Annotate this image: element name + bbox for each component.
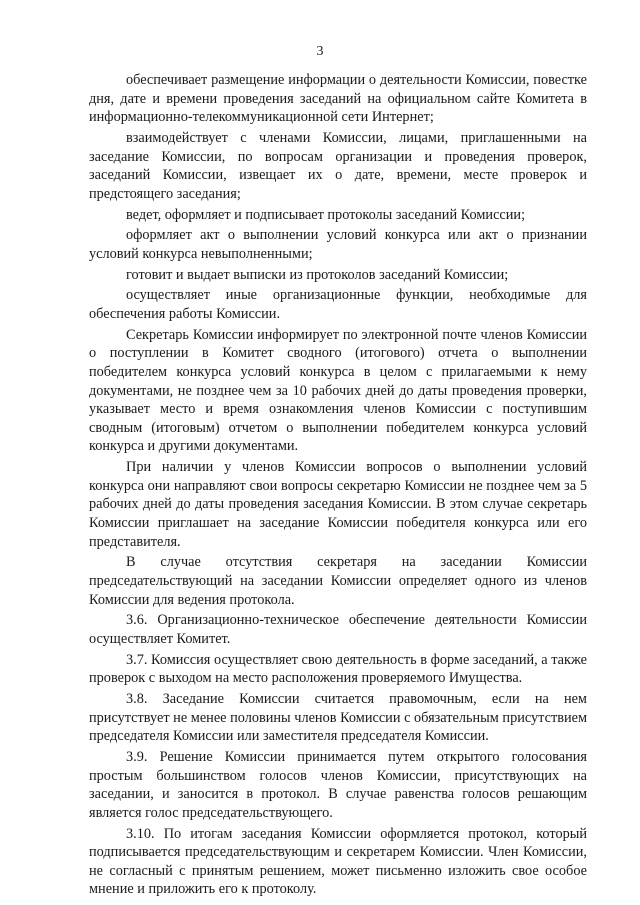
page-number: 3 xyxy=(316,44,324,59)
document-body xyxy=(89,71,587,901)
paragraph-11: 3.7. Комиссия осуществляет свою деятельность в форме заседаний, а также проверок с выходом на место расположения проверяемого Имущества. xyxy=(89,651,587,687)
paragraph-9: В случае отсутствия секретаря на заседании Комиссии председательствующий на заседании Комиссии определяет одного из членов Комиссии для ведения протокола. xyxy=(89,554,587,608)
paragraph-5: готовит и выдает выписки из протоколов заседаний Комиссии; xyxy=(126,266,509,283)
paragraph-3: ведет, оформляет и подписывает протоколы заседаний Комиссии; xyxy=(126,206,526,223)
paragraph-10: 3.6. Организационно-техническое обеспечение деятельности Комиссии осуществляет Комитет. xyxy=(89,612,587,647)
paragraph-13: 3.9. Решение Комиссии принимается путем открытого голосования простым большинством голосов членов Комиссии, присутствующих на заседании, и заносится в протокол. В случае равенства голосов решающим является голос председательствующего. xyxy=(89,749,587,821)
paragraph-2: взаимодействует с членами Комиссии, лицами, приглашенными на заседание Комиссии, по вопросам организации и проведения проверок, заседаний Комиссии, извещает их о дате, времени, месте проверок и предстоящего заседания; xyxy=(89,129,587,202)
paragraph-7: Секретарь Комиссии информирует по электронной почте членов Комиссии о поступлении в Комитет сводного (итогового) отчета о выполнении победителем конкурса условий конкурса в целом с прилагаемыми к нему документами, не позднее чем за 10 рабочих дней до даты проведения проверки, указывает место и время ознакомления членов Комиссии с поступившим сводным (итоговым) отчетом о выполнении победителем конкурса условий конкурса и другими документами. xyxy=(89,326,587,455)
paragraph-14: 3.10. По итогам заседания Комиссии оформляется протокол, который подписывается председательствующим и секретарем Комиссии. Член Комиссии, не согласный с принятым решением, может письменно изложить свое особое мнение и приложить его к протоколу. xyxy=(89,825,587,898)
paragraph-1: обеспечивает размещение информации о деятельности Комиссии, повестке дня, дате и времени проведения заседаний на официальном сайте Комитета в информационно-телекоммуникационной сети Интернет; xyxy=(89,72,587,126)
paragraph-4: оформляет акт о выполнении условий конкурса или акт о признании условий конкурса невыполненными; xyxy=(89,227,587,262)
paragraph-8: При наличии у членов Комиссии вопросов о выполнении условий конкурса они направляют свои вопросы секретарю Комиссии не позднее чем за 5 рабочих дней до даты проведения заседания Комиссии. В этом случае секретарь Комиссии приглашает на заседание Комиссии победителя конкурса или его представителя. xyxy=(89,459,587,550)
paragraph-12: 3.8. Заседание Комиссии считается правомочным, если на нем присутствует не менее половины членов Комиссии с обязательным присутствием председателя Комиссии или заместителя председателя Комиссии. xyxy=(89,691,587,745)
paragraph-6: осуществляет иные организационные функции, необходимые для обеспечения работы Комиссии. xyxy=(89,287,587,323)
